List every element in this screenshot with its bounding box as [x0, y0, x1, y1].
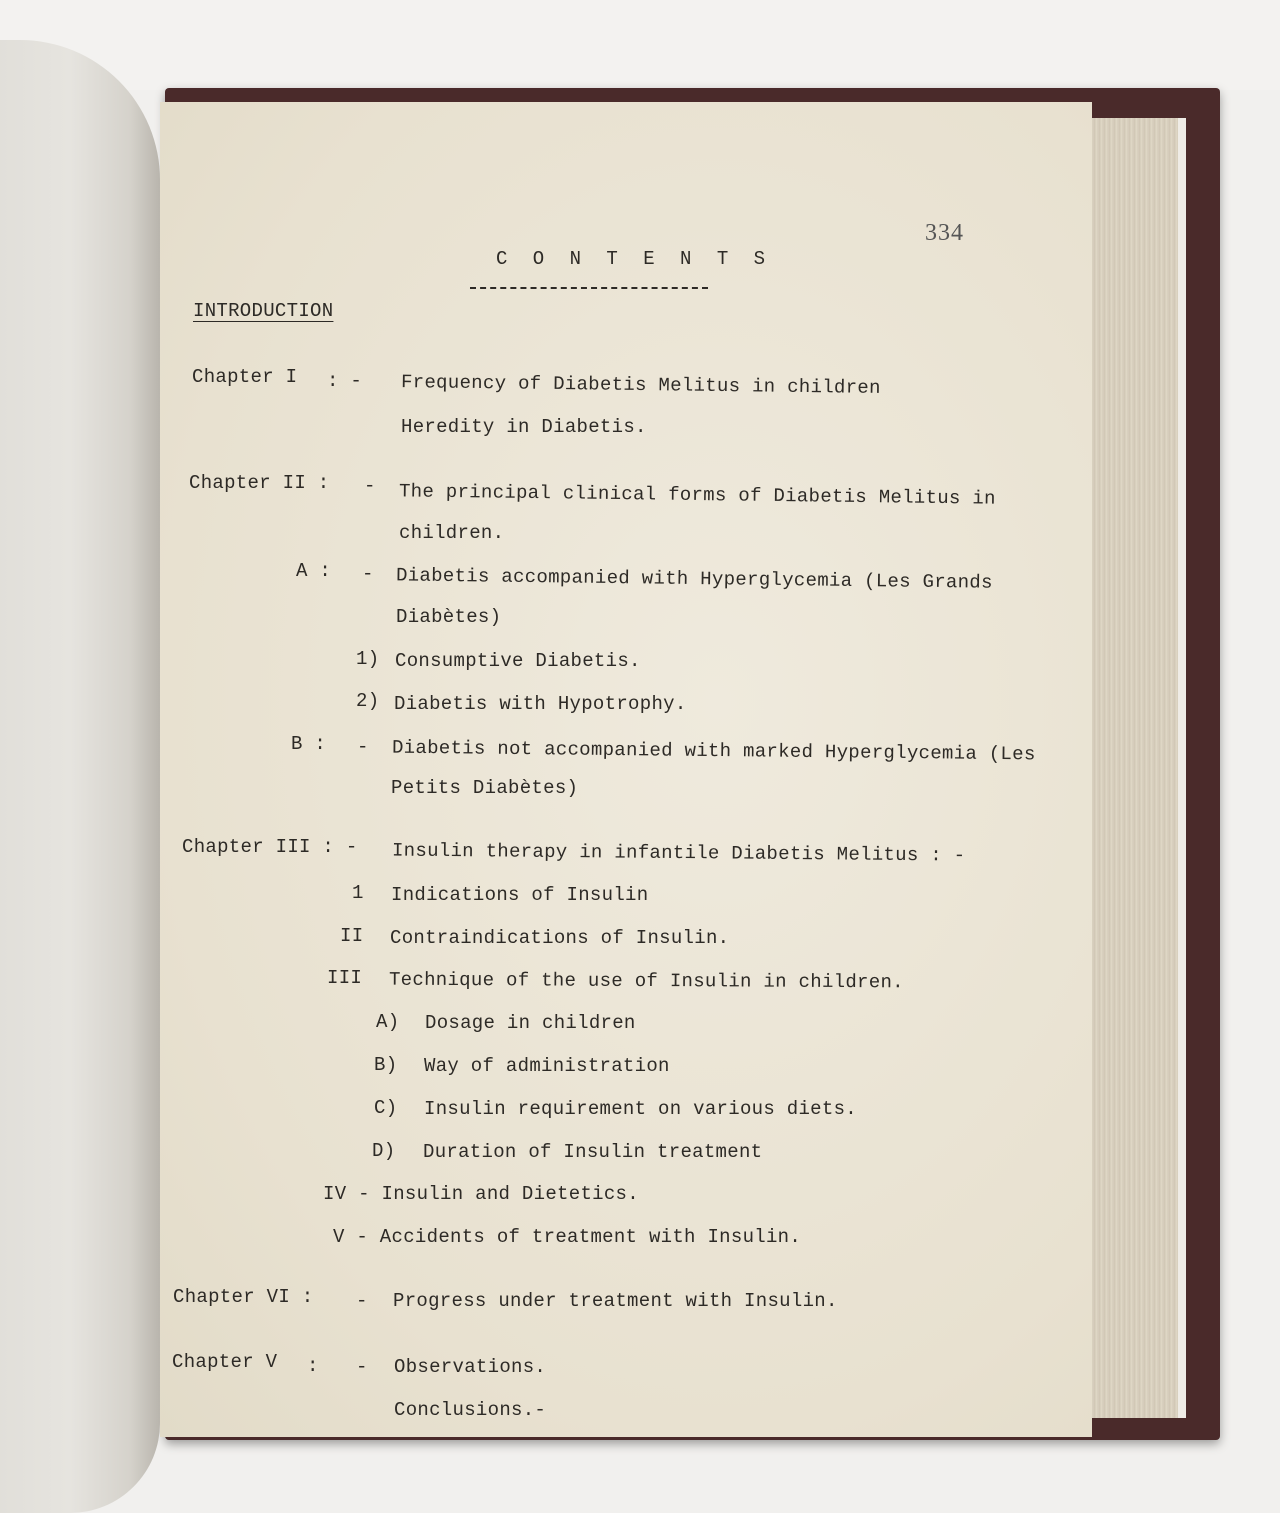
item-3-3a-text: Dosage in children: [425, 1012, 636, 1034]
section-2a-separator: -: [362, 563, 374, 585]
chapter-1-title: Frequency of Diabetis Melitus in children: [400, 371, 881, 399]
background: [0, 0, 1280, 90]
chapter-1-separator: : -: [327, 370, 363, 392]
chapter-5-label: Chapter V: [172, 1351, 278, 1373]
item-3-1-text: Indications of Insulin: [391, 884, 649, 906]
title-rule: [470, 287, 708, 289]
chapter-2-label: Chapter II :: [189, 472, 330, 494]
item-2a1-number: 1): [356, 648, 380, 670]
item-3-3d-number: D): [372, 1140, 396, 1162]
chapter-1-subtitle: Heredity in Diabetis.: [401, 416, 647, 438]
item-3-5: V - Accidents of treatment with Insulin.: [333, 1226, 802, 1248]
item-3-3c-text: Insulin requirement on various diets.: [424, 1098, 857, 1120]
item-3-2-text: Contraindications of Insulin.: [390, 927, 730, 949]
page-number: 334: [925, 220, 964, 246]
item-3-4: IV - Insulin and Dietetics.: [323, 1183, 639, 1205]
item-3-3c-number: C): [374, 1097, 398, 1119]
chapter-2-separator: -: [364, 475, 376, 497]
chapter-5-colon: :: [307, 1355, 319, 1377]
item-3-3-text: Technique of the use of Insulin in children.: [388, 968, 904, 994]
chapter-5-subtitle: Conclusions.-: [394, 1399, 547, 1421]
section-2b-label: B :: [291, 733, 327, 755]
page-title: C O N T E N T S: [496, 248, 773, 270]
chapter-2-title-cont: children.: [399, 522, 505, 544]
section-2b-separator: -: [357, 736, 369, 758]
left-page-curl: [0, 40, 160, 1513]
item-3-1-number: 1: [352, 882, 364, 904]
item-3-3-number: III: [327, 967, 363, 989]
chapter-5-separator: -: [356, 1356, 368, 1378]
chapter-3-title: Insulin therapy in infantile Diabetis Melitus : -: [391, 839, 966, 867]
section-2b-title-cont: Petits Diabètes): [391, 777, 579, 799]
item-3-2-number: II: [340, 925, 364, 947]
chapter-6-separator: -: [356, 1290, 368, 1312]
chapter-6-label: Chapter VI :: [173, 1286, 314, 1308]
section-2b-title: Diabetis not accompanied with marked Hyperglycemia (Les: [391, 736, 1036, 766]
section-2a-title: Diabetis accompanied with Hyperglycemia (Les Grands: [395, 564, 993, 594]
chapter-3-label: Chapter III : -: [182, 836, 358, 858]
item-2a1-text: Consumptive Diabetis.: [395, 650, 641, 672]
section-introduction: INTRODUCTION: [193, 300, 334, 322]
item-2a2-number: 2): [356, 690, 380, 712]
section-2a-label: A :: [296, 560, 332, 582]
item-3-3b-number: B): [374, 1054, 398, 1076]
chapter-6-title: Progress under treatment with Insulin.: [393, 1290, 838, 1312]
item-2a2-text: Diabetis with Hypotrophy.: [394, 693, 687, 715]
chapter-1-label: Chapter I: [192, 366, 298, 388]
item-3-3a-number: A): [376, 1011, 400, 1033]
item-3-3d-text: Duration of Insulin treatment: [423, 1141, 763, 1163]
chapter-2-title: The principal clinical forms of Diabetis Melitus in: [398, 480, 996, 510]
chapter-5-title: Observations.: [394, 1356, 547, 1378]
item-3-3b-text: Way of administration: [424, 1055, 670, 1077]
section-2a-title-cont: Diabètes): [396, 606, 502, 628]
